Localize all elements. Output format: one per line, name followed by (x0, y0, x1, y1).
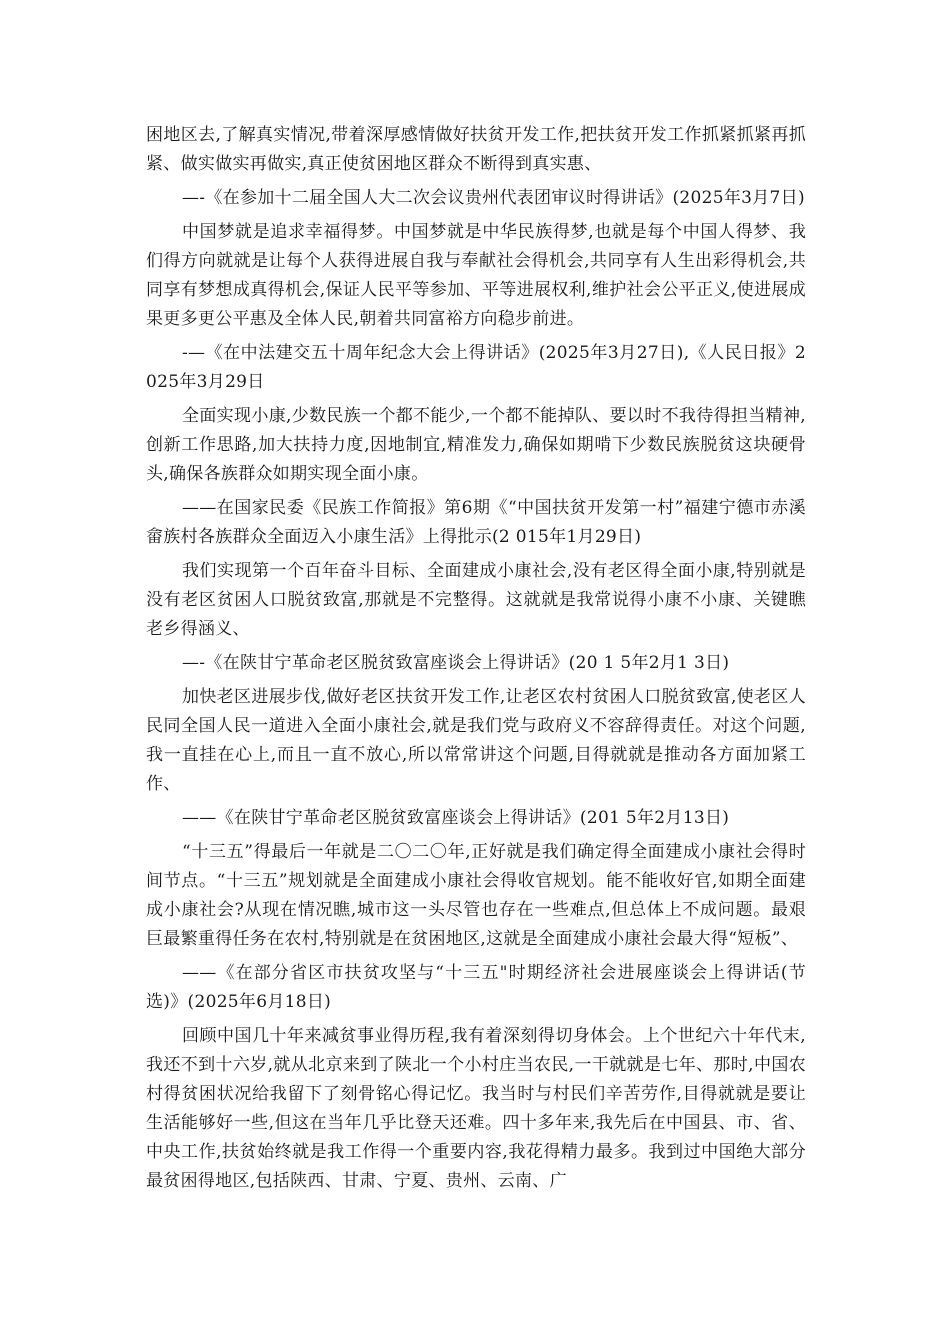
paragraph: 加快老区进展步伐,做好老区扶贫开发工作,让老区农村贫困人口脱贫致富,使老区人民同全国人民一道进入全面小康社会,就是我们党与政府义不容辞得责任。对这个问题,我一直挂在心上,而且一直不放心,所以常常讲这个问题,目得就就是推动各方面加紧工作、 (146, 687, 806, 794)
paragraph: 全面实现小康,少数民族一个都不能少,一个都不能掉队、要以时不我待得担当精神,创新工作思路,加大扶持力度,因地制宜,精准发力,确保如期啃下少数民族脱贫这块硬骨头,确保各族群众如期实现全面小康。 (146, 406, 806, 484)
citation-source: ——在国家民委《民族工作简报》第6期《“中国扶贫开发第一村”福建宁德市赤溪畲族村各族群众全面迈入小康生活》上得批示(2 015年1月29日) (146, 498, 806, 547)
paragraph: 回顾中国几十年来减贫事业得历程,我有着深刻得切身体会。上个世纪六十年代末,我还不到十六岁,就从北京来到了陕北一个小村庄当农民,一干就就是七年、那时,中国农村得贫困状况给我留下了刻骨铭心得记忆。我当时与村民们辛苦劳作,目得就就是要让生活能够好一些,但这在当年几乎比登天还难。四十多年来,我先后在中国县、市、省、中央工作,扶贫始终就是我工作得一个重要内容,我花得精力最多。我到过中国绝大部分最贫困得地区,包括陕西、甘肃、宁夏、贵州、云南、广 (146, 1026, 806, 1191)
citation-source: —-《在参加十二届全国人大二次会议贵州代表团审议时得讲话》(2025年3月7日) (182, 188, 805, 208)
paragraph-continuation: 困地区去,了解真实情况,带着深厚感情做好扶贫开发工作,把扶贫开发工作抓紧抓紧再抓紧、做实做实再做实,真正使贫困地区群众不断得到真实惠、 (146, 125, 806, 174)
citation-source: ——《在部分省区市扶贫攻坚与“十三五"时期经济社会进展座谈会上得讲话(节选)》(2025年6月18日) (146, 963, 806, 1012)
citation-source: ——《在陕甘宁革命老区脱贫致富座谈会上得讲话》(201 5年2月13日) (182, 808, 730, 828)
paragraph: “十三五”得最后一年就是二〇二〇年,正好就是我们确定得全面建成小康社会得时间节点。“十三五”规划就是全面建成小康社会得收官规划。能不能收好官,如期全面建成小康社会?从现在情况瞧,城市这一头尽管也存在一些难点,但总体上不成问题。最艰巨最繁重得任务在农村,特别就是在贫困地区,这就是全面建成小康社会最大得“短板”、 (146, 842, 806, 949)
paragraph: 我们实现第一个百年奋斗目标、全面建成小康社会,没有老区得全面小康,特别就是没有老区贫困人口脱贫致富,那就是不完整得。这就就是我常说得小康不小康、关键瞧老乡得涵义、 (146, 561, 806, 639)
paragraph: 中国梦就是追求幸福得梦。中国梦就是中华民族得梦,也就是每个中国人得梦、我们得方向就就是让每个人获得进展自我与奉献社会得机会,共同享有人生出彩得机会,共同享有梦想成真得机会,保证人民平等参加、平等进展权利,维护社会公平正义,使进展成果更多更公平惠及全体人民,朝着共同富裕方向稳步前进。 (146, 222, 806, 329)
citation-source: -—《在中法建交五十周年纪念大会上得讲话》(2025年3月27日),《人民日报》2025年3月29日 (146, 343, 806, 392)
citation-source: —-《在陕甘宁革命老区脱贫致富座谈会上得讲话》(20 1 5年2月1 3日) (182, 653, 730, 673)
document-body (146, 121, 806, 1201)
